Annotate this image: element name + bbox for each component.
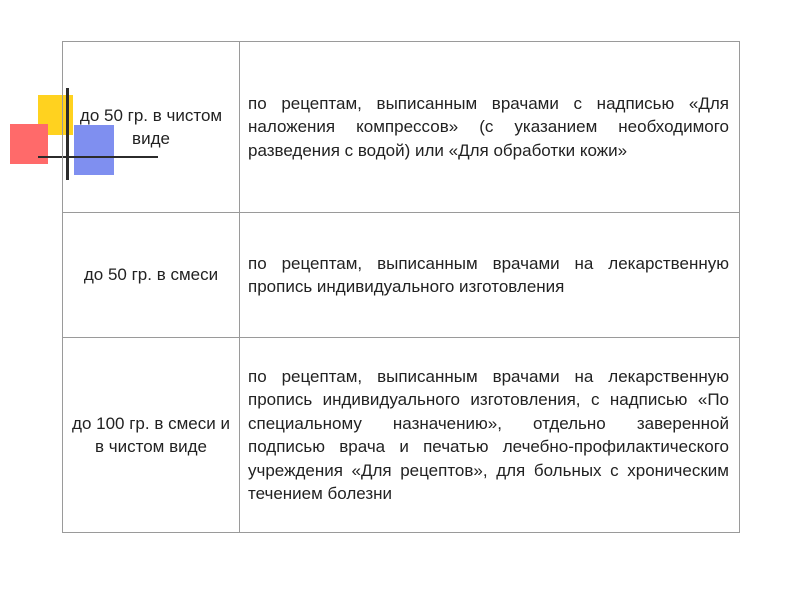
table-row — [63, 42, 740, 213]
dose-cell: до 100 гр. в смеси и в чистом виде — [63, 338, 240, 533]
condition-cell: по рецептам, выписанным врачами с надписью «Для наложения компрессов» (с указанием необходимого разведения с водой) или «Для обработки кожи» — [240, 42, 740, 213]
dosage-rules-table — [62, 41, 740, 533]
decor-red-square — [10, 124, 48, 164]
condition-cell: по рецептам, выписанным врачами на лекарственную пропись индивидуального изготовления — [240, 213, 740, 338]
dose-cell: до 50 гр. в чистом виде — [63, 42, 240, 213]
table-row — [63, 213, 740, 338]
condition-cell: по рецептам, выписанным врачами на лекарственную пропись индивидуального изготовления, с надписью «По специальному назначению», отдельно заверенной подписью врача и печатью лечебно-профилактического учреждения «Для рецептов», для больных с хроническим течением болезни — [240, 338, 740, 533]
table-row — [63, 338, 740, 533]
dose-cell: до 50 гр. в смеси — [63, 213, 240, 338]
